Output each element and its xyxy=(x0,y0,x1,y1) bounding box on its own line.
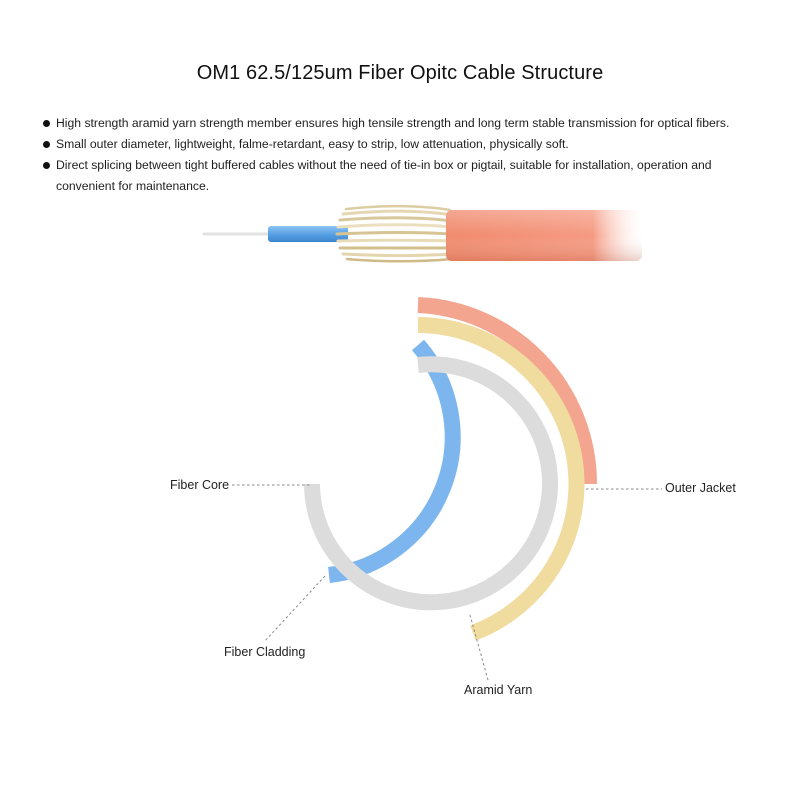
feature-text: High strength aramid yarn strength member ensures high tensile strength and long term stable transmission for optical fibers. xyxy=(56,116,730,130)
fiber-cladding-arc-main xyxy=(329,345,453,575)
feature-text: Small outer diameter, lightweight, falme-retardant, easy to strip, low attenuation, physically soft. xyxy=(56,137,569,151)
page-title: OM1 62.5/125um Fiber Opitc Cable Structure xyxy=(196,62,604,84)
layer-arcs xyxy=(279,305,589,633)
aramid-yarn-fibers xyxy=(337,206,452,261)
feature-text: Direct splicing between tight buffered cables without the need of tie-in box or pigtail, suitable for installation, operation and convenient for maintenance. xyxy=(56,158,712,193)
cable-illustration xyxy=(204,206,642,261)
fiber-cladding-label: Fiber Cladding xyxy=(224,645,306,659)
outer-jacket-shade xyxy=(446,210,642,261)
fiber-core-label: Fiber Core xyxy=(170,478,230,492)
fiber-cladding-arc xyxy=(279,345,557,623)
aramid-yarn-label: Aramid Yarn xyxy=(464,683,533,697)
fiber-core-arc xyxy=(312,364,550,602)
outer-jacket-label: Outer Jacket xyxy=(665,481,736,495)
fiber-cladding-leader xyxy=(264,576,325,642)
